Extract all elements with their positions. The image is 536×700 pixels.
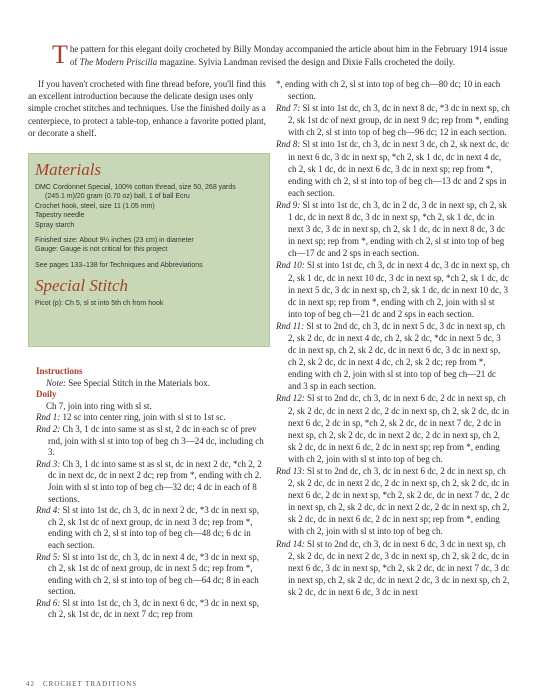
right-rounds-column [276, 78, 510, 598]
materials-box [28, 153, 270, 347]
round-instruction [36, 412, 268, 424]
round-label: Rnd 13: [276, 466, 305, 476]
book-title: CROCHET TRADITIONS [43, 680, 138, 688]
instructions-note [36, 378, 268, 390]
instructions-heading: Instructions [36, 366, 83, 376]
round-text: Sl st into 1st dc, ch 3, dc in next 2 dc, *3 dc in next sp, ch 2, sk 1st dc of next group, dc in next 3 dc; rep from *, ending with ch 2, sl st into top of beg ch—48 dc; 6 dc in each section. [48, 505, 259, 550]
gauge: Gauge: Gauge is not critical for this project [35, 246, 168, 254]
round-text: *, ending with ch 2, sl st into top of beg ch—80 dc; 10 in each section. [276, 79, 501, 102]
techniques-reference: See pages 133–138 for Techniques and Abbreviations [35, 261, 203, 269]
round-label: Rnd 2: [36, 423, 61, 434]
round-instruction [276, 538, 510, 598]
round-text: Sl st into 1st dc, ch 3, dc in next 6 dc, *3 dc in next sp, ch 2, sk 1st dc, dc in next 7 dc; rep from [48, 597, 259, 620]
material-hook: Crochet hook, steel, size 11 (1.05 mm) [35, 202, 155, 210]
round-instruction [276, 465, 510, 538]
round-instruction [36, 552, 268, 598]
materials-list [35, 183, 263, 270]
left-rounds-list [36, 412, 268, 621]
intro-text-2: magazine. Sylvia Landman revised the design and Dixie Falls crocheted the doily. [157, 56, 455, 67]
round-instruction [36, 424, 268, 459]
material-starch: Spray starch [35, 221, 75, 229]
round-text: Ch 3, 1 dc into same st as sl st, 2 dc in each sc of prev rnd, join with sl st into top of beg ch 3—24 dc, including ch 3. [48, 423, 264, 458]
round-label: Rnd 4: [36, 505, 61, 516]
round-text: Sl st to 2nd dc, ch 3, dc in next 6 dc, 3 dc in next sp, ch 2, sk 2 dc, dc in next 2 dc, 3 dc in next sp, ch 2, sk 2 dc, dc in next 6 dc, 3 dc in next sp, *ch 2, sk 2 dc, dc in next 7 dc, 3 dc in next sp, ch 2, sk 2 dc, dc in next 2 dc, 3 dc in next sp, ch 2, sk 2 dc, dc in next 6 dc, 3 dc in next [288, 538, 510, 597]
round-label: Rnd 10: [276, 260, 305, 271]
round-text: Ch 3, 1 dc into same st as sl st, dc in next 2 dc, *ch 2, 2 dc in next dc, dc in next 2 dc; rep from *, ending with ch 2. Join with sl st into top of beg ch—32 dc; 4 dc in each of 8 sections. [48, 458, 262, 504]
right-rounds-list [276, 78, 510, 598]
round-label: Rnd 5: [36, 551, 61, 562]
round-instruction [36, 505, 268, 551]
special-stitch-text: Picot (p): Ch 5, sl st into 5th ch from hook [35, 300, 164, 308]
doily-start: Ch 7, join into ring with sl st. [46, 400, 152, 411]
round-text: Sl st to 2nd dc, ch 3, dc in next 5 dc, 3 dc in next sp, ch 2, sk 2 dc, dc in next 4 dc, ch 2, sk 2 dc, *dc in next 5 dc, 3 dc in next sp, ch 2, sk 2 dc, dc in next 6 dc, 3 dc in next sp, ch 2, sk 2 dc, dc in next 4 dc, ch 2, sk 2 dc; rep from *, ending with ch 2, join with sl st into top of beg ch—21 dc and 3 sp in each section. [288, 320, 506, 392]
finished-size: Finished size: About 9¼ inches (23 cm) in diameter [35, 237, 194, 245]
page-number: 42 [26, 680, 35, 688]
round-label: Rnd 8: [276, 139, 301, 150]
materials-heading: Materials [35, 160, 102, 179]
round-instruction [276, 102, 510, 138]
round-instruction [276, 78, 510, 102]
round-text: Sl st into 1st dc, ch 3, dc in next 4 dc, 3 dc in next sp, ch 2, sk 1 dc, dc in next 10 dc, 3 dc in next sp, *ch 2, sk 1 dc, dc in next 5 dc, 3 dc in next sp, ch 2, sk 1 dc, dc in next 10 dc, 3 dc in next sp; rep from *, ending with ch 2, join with sl st into top of beg ch—21 dc and 2 sps in each section. [288, 260, 510, 319]
round-label: Rnd 3: [36, 458, 61, 469]
round-label: Rnd 1: [36, 412, 61, 423]
round-text: Sl st into 1st dc, ch 3, dc in next 8 dc, *3 dc in next sp, ch 2, sk 1st dc of next group, dc in next 9 dc; rep from *, ending with ch 2, sl st into top of beg ch—96 dc; 12 in each section. [288, 103, 510, 138]
instructions-column [36, 366, 268, 621]
round-text: 12 sc into center ring, join with sl st to 1st sc. [60, 412, 226, 423]
round-text: Sl st into 1st dc, ch 3, dc in next 4 dc, *3 dc in next sp, ch 2, sk 1st dc of next group, dc in next 5 dc; rep from *, ending with ch 2, sl st into top of beg ch—64 dc; 8 in each section. [48, 551, 259, 597]
magazine-title: The Modern Priscilla [79, 56, 158, 67]
intro-body-paragraph: If you haven't crocheted with fine thread before, you'll find this an excellent introduction because the delicate design uses only simple crochet stitches and techniques. Use the finished doily as a centerpiece, to protect a table-top, enhance a favorite potted plant, or decorate a shelf. [28, 79, 266, 138]
round-instruction [36, 459, 268, 505]
page-footer [26, 680, 137, 688]
note-label: Note: [46, 377, 66, 388]
round-label: Rnd 6: [36, 597, 61, 608]
left-intro-column [28, 78, 268, 139]
special-stitch-heading: Special Stitch [35, 276, 129, 296]
material-thread-detail: (245.1 m)/20 gram (0.70 oz) ball, 1 of ball Ecru [45, 193, 190, 201]
round-label: Rnd 14: [276, 538, 305, 549]
round-text: Sl st into 1st dc, ch 3, dc in next 3 dc, ch 2, sk next dc, dc in next 6 dc, 3 dc in next sp, *ch 2, sk 1 dc, dc in next 4 dc, ch 2, sk 1 dc, dc in next 6 dc, 3 dc in next sp; rep from *, ending with ch 2, sl st into top of beg ch—13 dc and 2 sps in each section. [288, 139, 509, 198]
round-label: Rnd 7: [276, 103, 301, 114]
round-instruction [36, 598, 268, 621]
intro-paragraph [52, 40, 512, 69]
round-label: Rnd 12: [276, 393, 305, 404]
round-instruction [276, 320, 510, 393]
round-text: Sl st into 1st dc, ch 3, dc in 2 dc, 3 dc in next sp, ch 2, sk 1 dc, dc in next 8 dc, 3 dc in next sp, *ch 2, sk 1 dc, dc in next 3 dc, 3 dc in next sp, ch 2, sk 1 dc, dc in next 8 dc, 3 dc in next sp; rep from *, ending with ch 2, sl st into top of beg ch—17 dc and 2 sps in each section. [288, 199, 507, 259]
intro-text-1: he pattern for this elegant doily crocheted by Billy Monday accompanied the article about him in the February 1914 issue of [69, 44, 508, 67]
drop-cap: T [52, 40, 68, 69]
material-needle: Tapestry needle [35, 212, 85, 220]
round-label: Rnd 9: [276, 199, 301, 210]
round-instruction [276, 138, 510, 198]
doily-heading: Doily [36, 389, 57, 400]
round-text: Sl st to 2nd dc, ch 3, dc in next 6 dc, 2 dc in next sp, ch 2, sk 2 dc, dc in next 2 dc, 2 dc in next sp, ch 2, sk 2 dc, dc in next 6 dc, 2 dc in sp, *ch 2, sk 2 dc, dc in next 7 dc, 2 dc in next sp, ch 2, sk 2 dc, dc in next 2 dc, 2 dc in next sp, ch 2, sk 2 dc, dc in next 6 dc, 2 dc in next sp; rep from *, ending with ch 2, join with sl st into top of beg ch. [288, 393, 509, 464]
note-text: See Special Stitch in the Materials box. [66, 377, 210, 388]
material-thread: DMC Cordonnet Special, 100% cotton thread, size 50, 268 yards [35, 184, 236, 191]
round-instruction [276, 392, 510, 465]
round-label: Rnd 11: [276, 320, 305, 331]
round-instruction [276, 199, 510, 259]
round-instruction [276, 259, 510, 319]
round-text: Sl st to 2nd dc, ch 3, dc in next 6 dc, 2 dc in next sp, ch 2, sk 2 dc, dc in next 2 dc, 2 dc in next sp, ch 2, sk 2 dc, dc in next 6 dc, 2 dc in next sp, *ch 2, sk 2 dc, dc in next 7 dc, 2 dc in next sp, ch 2, sk 2 dc, dc in next 2 dc, 2 dc in next sp, ch 2, sk 2 dc, dc in next 6 dc, 2 dc in next sp; rep from *, ending with ch 2, join with sl st into top of beg ch. [288, 466, 510, 537]
